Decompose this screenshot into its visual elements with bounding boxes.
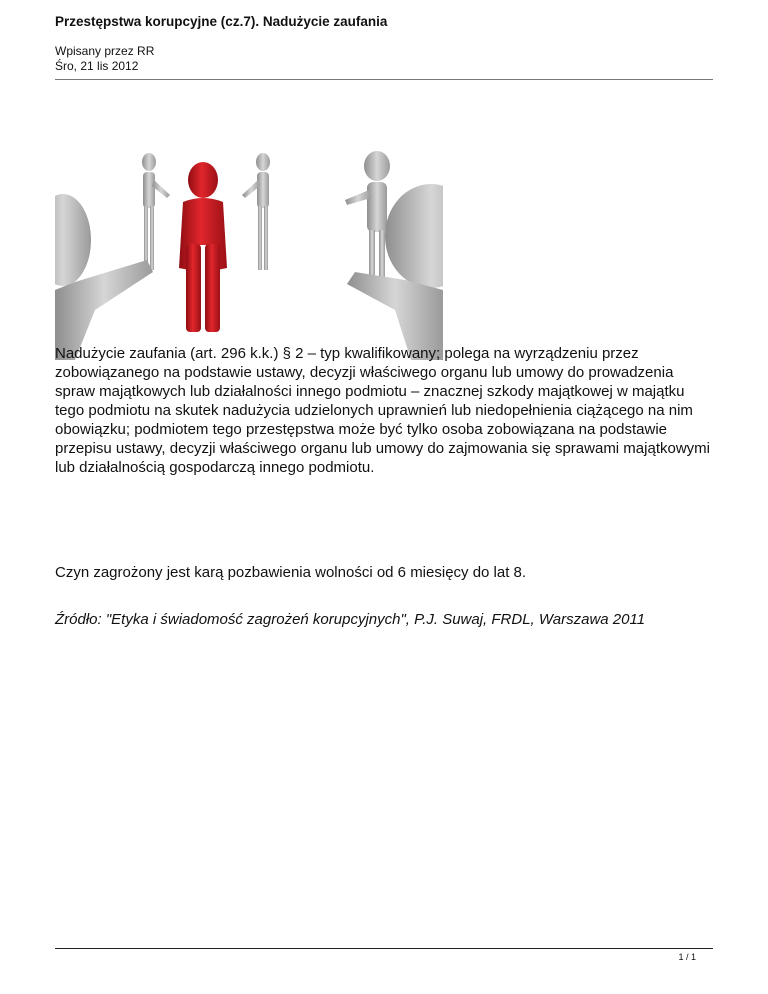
back-left-figure <box>142 153 170 270</box>
penalty-paragraph: Czyn zagrożony jest karą pozbawienia wolności od 6 miesięcy do lat 8. <box>55 564 527 581</box>
footer-divider <box>55 948 713 949</box>
figures-circle-pointing-at-red-figure-icon <box>55 150 443 360</box>
page-title: Przestępstwa korupcyjne (cz.7). Nadużycie zaufania <box>55 14 388 29</box>
page-number: 1 / 1 <box>678 952 696 962</box>
foreground-right-figure <box>347 184 443 360</box>
header-divider <box>55 79 713 80</box>
red-figure <box>179 162 227 332</box>
foreground-left-figure <box>55 194 153 360</box>
back-right-figure <box>345 151 390 288</box>
source-citation: Źródło: "Etyka i świadomość zagrożeń korupcyjnych", P.J. Suwaj, FRDL, Warszawa 2011 <box>55 611 646 628</box>
date-line: Śro, 21 lis 2012 <box>55 59 139 73</box>
article-body: Nadużycie zaufania (art. 296 k.k.) § 2 – typ kwalifikowany; polega na wyrządzeniu przez zobowiązanego na podstawie ustawy, decyzji właściwego organu lub umowy do prowadzenia spraw majątkowych lub działalności innego podmiotu – znacznej szkody majątkowej w majątku tego podmiotu na skutek nadużycia udzielonych uprawnień lub niedopełnienia ciążącego na nim obowiązku; podmiotem tego przestępstwa może być tylko osoba zobowiązana na podstawie przepisu ustawy, decyzji właściwego organu lub umowy do zajmowania się sprawami majątkowymi lub działalnością gospodarczą innego podmiotu. <box>55 345 710 476</box>
author-line: Wpisany przez RR <box>55 44 155 58</box>
article-meta <box>55 44 154 74</box>
back-center-right-figure <box>242 153 270 270</box>
